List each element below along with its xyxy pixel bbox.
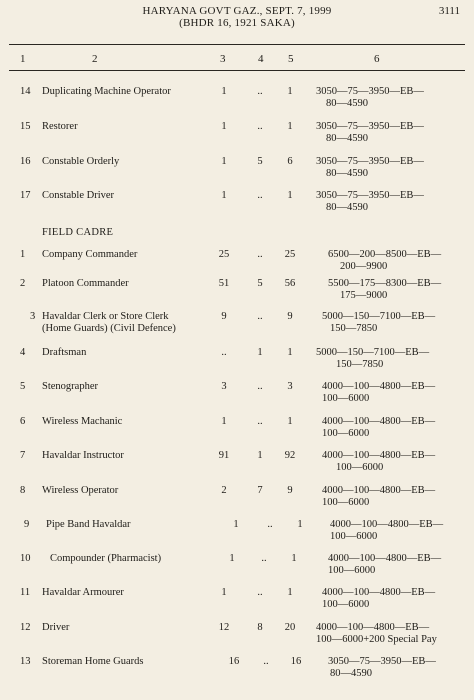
column-3-value: ..: [221, 347, 227, 358]
column-3-value: 16: [228, 656, 240, 667]
column-4-value: ..: [261, 553, 267, 564]
column-5-value: 1: [297, 519, 303, 530]
column-5-value: 1: [287, 587, 293, 598]
pay-scale-line-1: 3050—75—3950—EB—: [328, 656, 436, 667]
pay-scale-line-2: 100—6000: [336, 462, 384, 473]
serial-number: 15: [20, 121, 31, 132]
pay-scale-line-2: 80—4590: [326, 133, 368, 144]
column-3-value: 12: [218, 622, 230, 633]
column-3-value: 1: [233, 519, 239, 530]
serial-number: 1: [20, 249, 26, 260]
gazette-title: HARYANA GOVT GAZ., SEPT. 7, 1999: [142, 5, 332, 17]
post-name: Constable Orderly: [42, 156, 120, 167]
column-4-value: ..: [267, 519, 273, 530]
pay-scale-line-2: 80—4590: [326, 168, 368, 179]
column-5-value: 1: [287, 86, 293, 97]
column-4-value: ..: [263, 656, 269, 667]
pay-scale-line-1: 3050—75—3950—EB—: [316, 86, 424, 97]
post-name: Stenographer: [42, 381, 98, 392]
column-5-value: 56: [284, 278, 296, 289]
column-5-value: 25: [284, 249, 296, 260]
pay-scale-line-2: 100—6000: [322, 599, 370, 610]
serial-number: 11: [20, 587, 31, 598]
pay-scale-line-2: 150—7850: [336, 359, 384, 370]
column-3-value: 1: [221, 86, 227, 97]
column-header-3: 3: [220, 53, 226, 65]
post-name: Duplicating Machine Operator: [42, 86, 171, 97]
serial-number: 13: [20, 656, 31, 667]
table-top-rule: [9, 44, 465, 45]
column-3-value: 3: [221, 381, 227, 392]
pay-scale-line-1: 4000—100—4800—EB—: [322, 450, 436, 461]
column-4-value: ..: [257, 190, 263, 201]
pay-scale-line-1: 4000—100—4800—EB—: [322, 587, 436, 598]
serial-number: 3: [30, 311, 36, 322]
column-5-value: 9: [287, 311, 293, 322]
post-name: Wireless Operator: [42, 485, 119, 496]
pay-scale-line-1: 5000—150—7100—EB—: [322, 311, 436, 322]
column-4-value: 5: [257, 156, 263, 167]
column-4-value: 7: [257, 485, 263, 496]
table-header-rule: [9, 70, 465, 71]
serial-number: 17: [20, 190, 31, 201]
serial-number: 10: [20, 553, 31, 564]
serial-number: 8: [20, 485, 26, 496]
column-header-5: 5: [288, 53, 294, 65]
pay-scale-line-1: 6500—200—8500—EB—: [328, 249, 442, 260]
pay-scale-line-2: 80—4590: [330, 668, 372, 679]
pay-scale-line-2: 100—6000: [322, 393, 370, 404]
pay-scale-line-1: 5000—150—7100—EB—: [316, 347, 430, 358]
pay-scale-line-2: 100—6000+200 Special Pay: [316, 634, 437, 645]
post-name: Storeman Home Guards: [42, 656, 144, 667]
serial-number: 5: [20, 381, 26, 392]
column-5-value: 1: [287, 121, 293, 132]
pay-scale-line-1: 4000—100—4800—EB—: [316, 622, 430, 633]
pay-scale-line-2: 200—9900: [340, 261, 388, 272]
page-header: [0, 5, 474, 29]
column-5-value: 92: [284, 450, 296, 461]
column-5-value: 6: [287, 156, 293, 167]
pay-scale-line-1: 4000—100—4800—EB—: [328, 553, 442, 564]
table-row: [0, 656, 474, 700]
column-3-value: 9: [221, 311, 227, 322]
column-4-value: 1: [257, 347, 263, 358]
post-name: Company Commander: [42, 249, 138, 260]
column-5-value: 3: [287, 381, 293, 392]
post-name: Platoon Commander: [42, 278, 129, 289]
column-3-value: 1: [229, 553, 235, 564]
serial-number: 4: [20, 347, 26, 358]
column-3-value: 51: [218, 278, 230, 289]
pay-scale-line-1: 5500—175—8300—EB—: [328, 278, 442, 289]
column-4-value: ..: [257, 416, 263, 427]
serial-number: 9: [24, 519, 30, 530]
pay-scale-line-2: 80—4590: [326, 202, 368, 213]
post-name: Restorer: [42, 121, 78, 132]
column-3-value: 1: [221, 416, 227, 427]
column-3-value: 25: [218, 249, 230, 260]
column-3-value: 91: [218, 450, 230, 461]
column-5-value: 1: [291, 553, 297, 564]
post-name: Driver: [42, 622, 70, 633]
pay-scale-line-1: 4000—100—4800—EB—: [322, 485, 436, 496]
section-heading: FIELD CADRE: [42, 227, 114, 238]
serial-number: 16: [20, 156, 31, 167]
column-4-value: ..: [257, 121, 263, 132]
serial-number: 6: [20, 416, 26, 427]
pay-scale-line-2: 100—6000: [330, 531, 378, 542]
post-name: Draftsman: [42, 347, 87, 358]
column-3-value: 1: [221, 121, 227, 132]
column-header-2: 2: [92, 53, 98, 65]
pay-scale-line-1: 3050—75—3950—EB—: [316, 121, 424, 132]
column-3-value: 1: [221, 190, 227, 201]
column-5-value: 1: [287, 416, 293, 427]
post-name: Havaldar Clerk or Store Clerk: [42, 311, 169, 322]
serial-number: 2: [20, 278, 26, 289]
post-name: Havaldar Instructor: [42, 450, 124, 461]
column-4-value: ..: [257, 311, 263, 322]
pay-scale-line-1: 4000—100—4800—EB—: [322, 416, 436, 427]
post-name: Wireless Machanic: [42, 416, 123, 427]
column-4-value: ..: [257, 587, 263, 598]
serial-number: 12: [20, 622, 31, 633]
column-4-value: 5: [257, 278, 263, 289]
column-4-value: ..: [257, 249, 263, 260]
serial-number: 14: [20, 86, 31, 97]
column-5-value: 16: [290, 656, 302, 667]
column-4-value: ..: [257, 381, 263, 392]
post-name-continued: (Home Guards) (Civil Defence): [42, 323, 176, 334]
pay-scale-line-2: 80—4590: [326, 98, 368, 109]
column-4-value: 8: [257, 622, 263, 633]
column-5-value: 9: [287, 485, 293, 496]
pay-scale-line-1: 4000—100—4800—EB—: [330, 519, 444, 530]
post-name: Pipe Band Havaldar: [46, 519, 131, 530]
column-3-value: 1: [221, 156, 227, 167]
gazette-date-line: (BHDR 16, 1921 SAKA): [179, 17, 295, 29]
pay-scale-line-1: 3050—75—3950—EB—: [316, 156, 424, 167]
post-name: Havaldar Armourer: [42, 587, 124, 598]
column-5-value: 1: [287, 190, 293, 201]
column-5-value: 1: [287, 347, 293, 358]
column-3-value: 2: [221, 485, 227, 496]
serial-number: 7: [20, 450, 26, 461]
column-4-value: ..: [257, 86, 263, 97]
pay-scale-line-2: 150—7850: [330, 323, 378, 334]
column-header-6: 6: [374, 53, 380, 65]
post-name: Constable Driver: [42, 190, 115, 201]
pay-scale-line-2: 100—6000: [322, 497, 370, 508]
column-4-value: 1: [257, 450, 263, 461]
column-header-1: 1: [20, 53, 26, 65]
post-name: Compounder (Pharmacist): [50, 553, 162, 564]
column-3-value: 1: [221, 587, 227, 598]
column-5-value: 20: [284, 622, 296, 633]
pay-scale-line-2: 100—6000: [328, 565, 376, 576]
pay-scale-line-2: 100—6000: [322, 428, 370, 439]
pay-scale-line-1: 3050—75—3950—EB—: [316, 190, 424, 201]
pay-scale-line-1: 4000—100—4800—EB—: [322, 381, 436, 392]
page-number: 3111: [438, 5, 460, 17]
column-header-4: 4: [258, 53, 264, 65]
pay-scale-line-2: 175—9000: [340, 290, 388, 301]
